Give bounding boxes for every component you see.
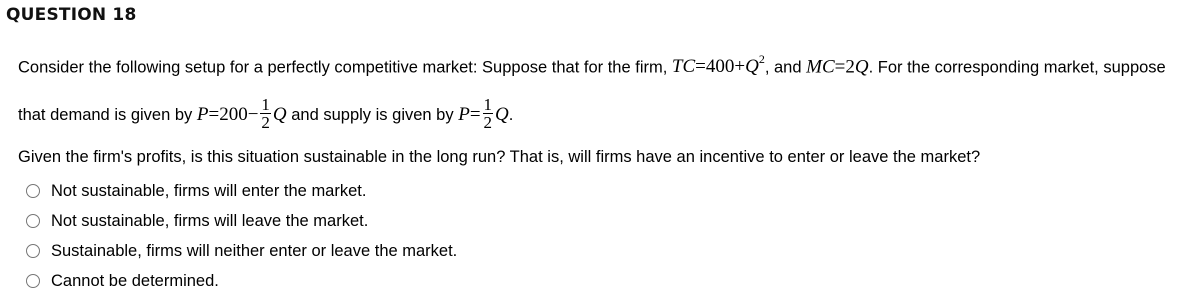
option-label: Cannot be determined. (51, 271, 219, 290)
setup-text-5: and supply is given by (291, 105, 454, 124)
supply-eq: = (469, 103, 481, 125)
supply-frac-den: 2 (483, 113, 493, 132)
tc-q: Q (745, 56, 759, 78)
supply-fraction (483, 96, 494, 131)
setup-text-3: . For the corresponding market, suppose (868, 58, 1166, 77)
demand-frac-num: 1 (261, 95, 270, 114)
demand-frac-den: 2 (261, 113, 270, 132)
option-not-sustainable-enter[interactable] (26, 176, 457, 206)
setup-text-1: Consider the following setup for a perfectly competitive market: Suppose that for the firm, (18, 58, 668, 77)
option-cannot-be-determined[interactable] (26, 266, 457, 296)
question-prompt: Given the firm's profits, is this situation sustainable in the long run? That is, will firms have an incentive to enter or leave the market? (18, 148, 981, 166)
setup-line-2 (18, 95, 514, 133)
option-sustainable[interactable] (26, 236, 457, 266)
total-cost-formula (671, 52, 765, 78)
tc-expr: =400+ (695, 56, 746, 78)
option-not-sustainable-leave[interactable] (26, 206, 457, 236)
option-label: Sustainable, firms will neither enter or leave the market. (51, 241, 458, 260)
supply-frac-num: 1 (483, 95, 493, 114)
demand-p: P (196, 103, 209, 125)
setup-text-6: . (508, 105, 514, 124)
radio-button[interactable] (26, 184, 40, 198)
setup-text-2: , and (764, 58, 802, 77)
setup-text-4: that demand is given by (18, 105, 193, 124)
demand-q: Q (272, 103, 287, 125)
mc-q: Q (854, 56, 869, 78)
tc-exponent: 2 (758, 52, 765, 66)
supply-q: Q (495, 103, 509, 125)
demand-expr: =200− (208, 103, 259, 125)
tc-label: TC (671, 56, 696, 78)
setup-line-1 (18, 54, 1166, 78)
supply-formula (458, 95, 509, 132)
answer-options (26, 176, 457, 296)
radio-button[interactable] (26, 214, 40, 228)
option-label: Not sustainable, firms will leave the market. (51, 211, 369, 230)
option-label: Not sustainable, firms will enter the market. (51, 181, 367, 200)
radio-button[interactable] (26, 244, 40, 258)
mc-label: MC (806, 56, 835, 78)
marginal-cost-formula (806, 56, 868, 77)
radio-button[interactable] (26, 274, 40, 288)
supply-p: P (458, 103, 470, 125)
mc-expr: =2 (834, 56, 855, 78)
question-title: QUESTION 18 (6, 5, 137, 25)
demand-fraction (260, 96, 271, 131)
demand-formula (196, 95, 287, 132)
